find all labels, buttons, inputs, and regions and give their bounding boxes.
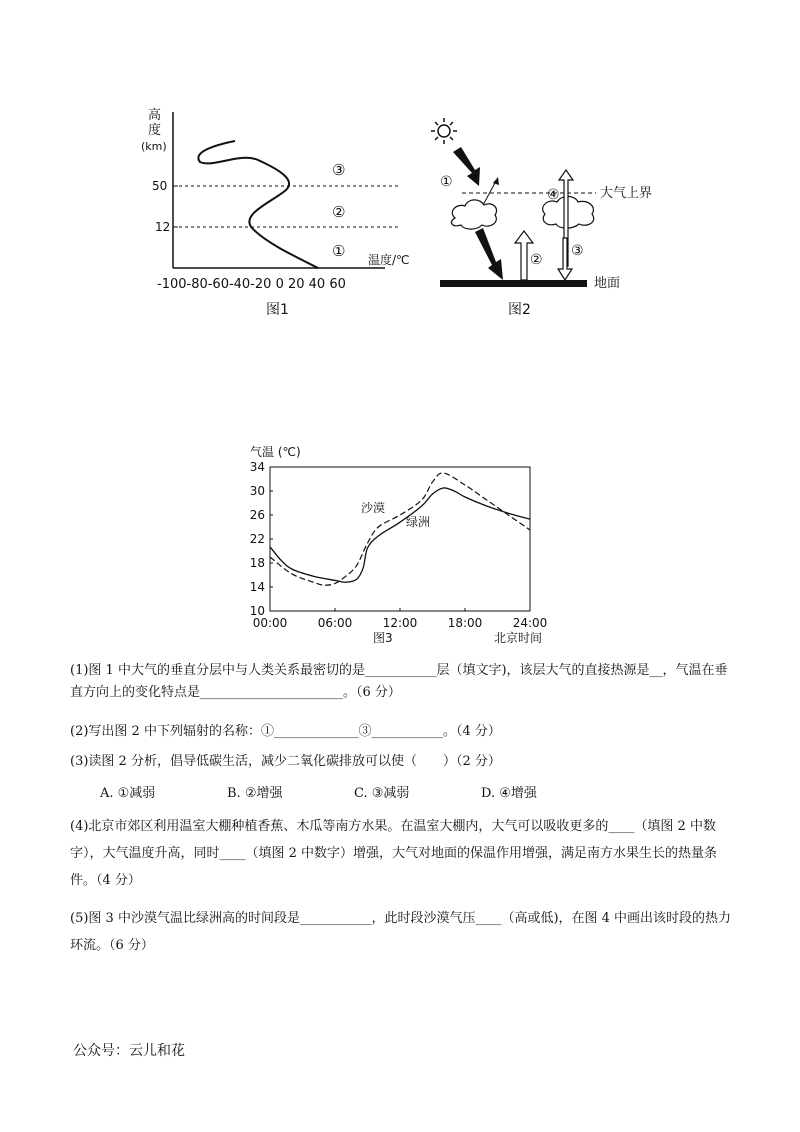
sun-icon [431,118,457,144]
question-2: (2)写出图 2 中下列辐射的名称：①_____________③___________。（4 分） [70,724,501,739]
question-1: (1)图 1 中大气的垂直分层中与人类关系最密切的是___________层（填文字)，该层大气的直接热源是__，气温在垂直方向上的变化特点是______________________。（6 分） [70,663,728,700]
fig1-y-label-2: 度 [148,123,162,138]
fig3-series-label-desert: 沙漠 [361,501,386,515]
fig3-caption: 图3 [373,631,393,645]
fig1-y-label-1: 高 [148,108,162,123]
fig1-x-ticks: -100-80-60-40-20 0 20 40 60 [157,277,346,292]
fig1-caption: 图1 [266,302,289,318]
solar-radiation-arrow [453,147,480,186]
cloud-left [451,200,496,229]
y-tick-label: 30 [249,484,265,498]
question-3: (3)读图 2 分析，倡导低碳生活，减少二氧化碳排放可以使（ ）（2 分） [70,754,501,769]
fig3-x-label: 北京时间 [494,631,543,645]
fig3-series-label-oasis: 绿洲 [406,515,431,529]
reflected-ray-head [493,177,499,185]
fig1-layer-1: ① [332,242,346,260]
question-5: (5)图 3 中沙漠气温比绿洲高的时间段是___________，此时段沙漠气压____（高或低)，在图 4 中画出该时段的热力环流。（6 分） [70,911,732,953]
option-c: C. ③减弱 [354,786,410,801]
question-3-options [100,782,608,801]
question-4: (4)北京市郊区利用温室大棚种植香蕉、木瓜等南方水果。在温室大棚内，大气可以吸收更多的____（填图 2 中数字），大气温度升高，同时____（填图 2 中数字）增强，大气对地面的保温作用增强，满足南方水果生长的热量条件。（4 分） [70,819,718,888]
fig2-upper-boundary-label: 大气上界 [600,186,653,201]
x-tick-label: 24:00 [512,616,548,630]
option-d: D. ④增强 [481,786,537,801]
down-radiation-arrow [558,238,572,280]
footer-account: 公众号：云儿和花 [73,1043,185,1059]
y-tick-label: 22 [249,532,265,546]
fig1-temperature-curve [198,141,318,268]
fig2-ground-label: 地面 [594,276,621,291]
fig2-label-1: ① [440,174,453,190]
oasis-series-line [270,488,530,582]
x-tick-label: 12:00 [382,616,418,630]
x-tick-label: 06:00 [317,616,353,630]
fig2-label-3: ③ [571,243,584,259]
fig3-y-label: 气温 (℃) [250,445,301,459]
fig1-y-label-3: (km) [141,140,167,153]
fig3-plot-frame [270,467,530,611]
solar-to-ground-arrow [475,228,503,280]
fig2-caption: 图2 [508,302,531,318]
fig1-x-label: 温度/℃ [368,253,410,267]
y-tick-label: 34 [249,460,265,474]
fig1-ytick-12: 12 [155,220,171,234]
fig1-layer-3: ③ [332,161,346,179]
desert-series-line [270,473,530,585]
fig2-label-4: ④ [547,187,560,203]
x-tick-label: 18:00 [447,616,483,630]
option-b: B. ②增强 [227,786,283,801]
fig2-ground [440,280,587,287]
y-tick-label: 10 [249,604,265,618]
y-tick-label: 14 [249,580,265,594]
option-a: A. ①减弱 [100,786,156,801]
y-tick-label: 26 [249,508,265,522]
fig1-ytick-50: 50 [152,179,168,193]
x-tick-label: 00:00 [252,616,288,630]
y-tick-label: 18 [249,556,265,570]
fig2-label-2: ② [530,252,543,268]
fig1-layer-2: ② [332,203,346,221]
